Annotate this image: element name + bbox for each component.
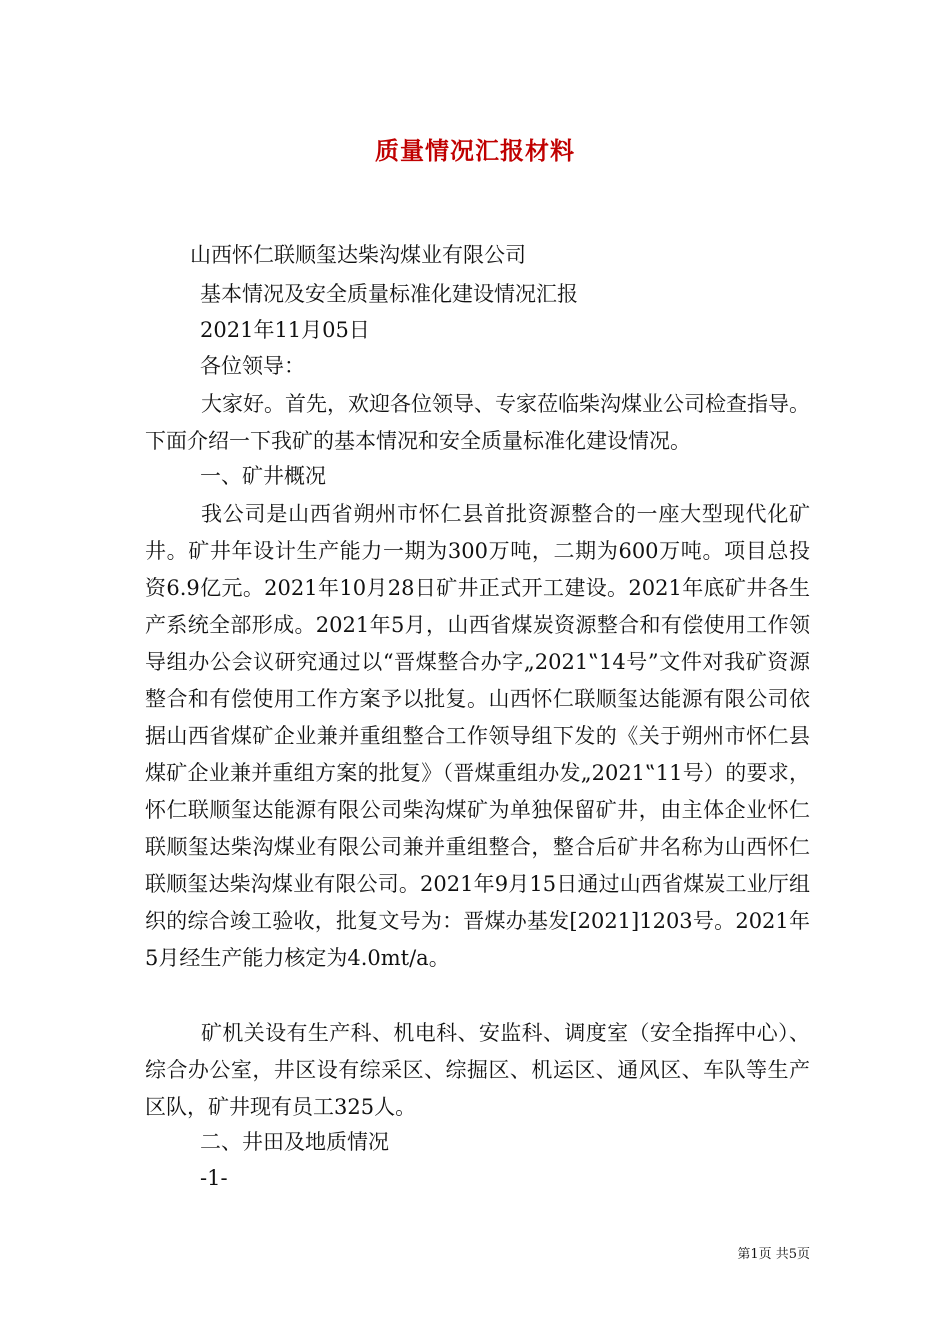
section1-paragraph-2: 矿机关设有生产科、机电科、安监科、调度室（安全指挥中心）、综合办公室，井区设有综采区、综掘区、机运区、通风区、车队等生产区队，矿井现有员工325人。 [145,1021,810,1119]
report-date: 2021年11月05日 [200,318,370,342]
page-title: 质量情况汇报材料 [375,136,575,165]
section1-heading: 一、矿井概况 [200,464,326,488]
intro-paragraph: 大家好。首先，欢迎各位领导、专家莅临柴沟煤业公司检查指导。下面介绍一下我矿的基本情况和安全质量标准化建设情况。 [145,392,810,453]
salutation: 各位领导： [200,354,305,378]
page-marker: -1- [200,1166,228,1190]
company-name: 山西怀仁联顺玺达柴沟煤业有限公司 [190,243,526,267]
section1-paragraph-1: 我公司是山西省朔州市怀仁县首批资源整合的一座大型现代化矿井。矿井年设计生产能力一期为300万吨，二期为600万吨。项目总投资6.9亿元。2021年10月28日矿井正式开工建设。2021年底矿井各生产系统全部形成。2021年5月，山西省煤炭资源整合和有偿使用工作领导组办公会议研究通过以“晋煤整合办字„2021‟14号”文件对我矿资源整合和有偿使用工作方案予以批复。山西怀仁联顺玺达能源有限公司依据山西省煤矿企业兼并重组整合工作领导组下发的《关于朔州市怀仁县煤矿企业兼并重组方案的批复》（晋煤重组办发„2021‟11号）的要求，怀仁联顺玺达能源有限公司柴沟煤矿为单独保留矿井，由主体企业怀仁联顺玺达柴沟煤业有限公司兼并重组整合，整合后矿井名称为山西怀仁联顺玺达柴沟煤业有限公司。2021年9月15日通过山西省煤炭工业厅组织的综合竣工验收，批复文号为：晋煤办基发[2021]1203号。2021年5月经生产能力核定为4.0mt/a。 [145,502,810,970]
report-subtitle: 基本情况及安全质量标准化建设情况汇报 [200,282,578,306]
footer-page-info: 第1页 共5页 [737,1247,810,1262]
section2-heading: 二、井田及地质情况 [200,1130,389,1154]
